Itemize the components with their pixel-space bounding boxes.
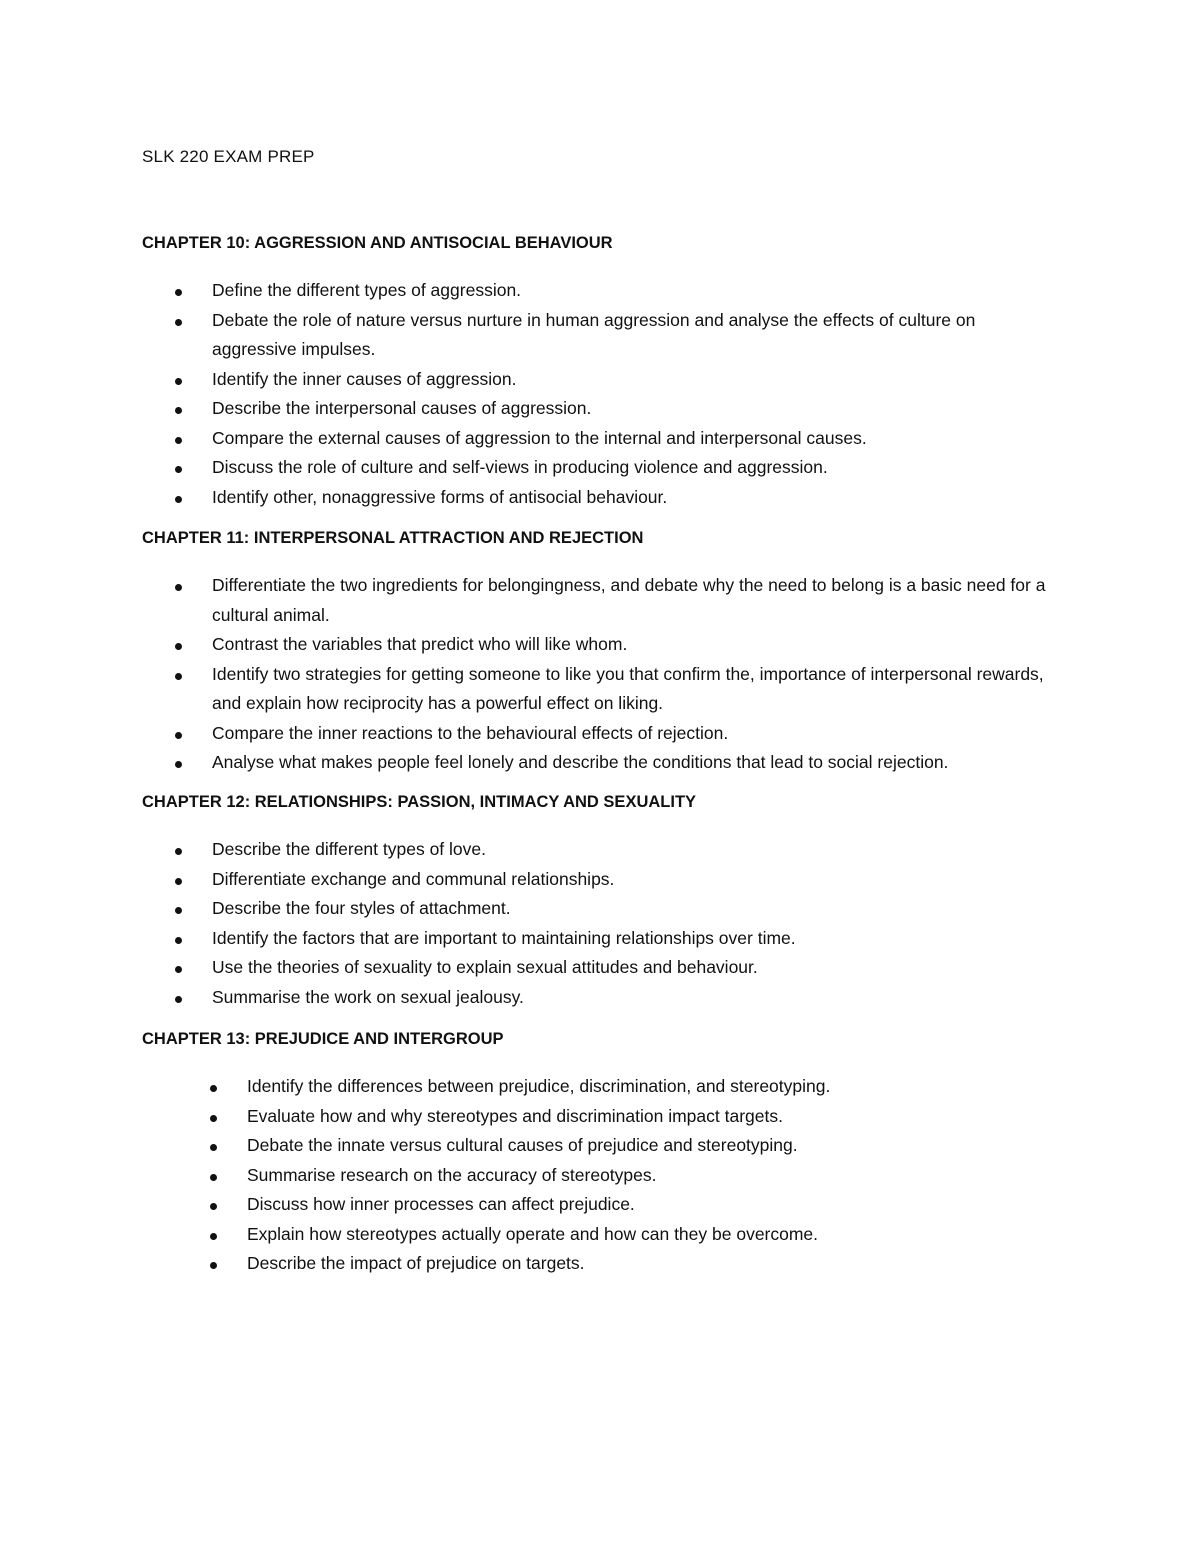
list-item	[142, 394, 1062, 424]
list-item	[142, 453, 1062, 483]
list-item-text: Identify the differences between prejudice, discrimination, and stereotyping.	[247, 1076, 831, 1096]
list-item	[142, 660, 1062, 719]
list-item-text: Compare the external causes of aggression to the internal and interpersonal causes.	[212, 427, 867, 448]
bullet-icon	[175, 584, 182, 591]
bullet-icon	[175, 878, 182, 885]
bullet-icon	[175, 937, 182, 944]
list-item-text: Compare the inner reactions to the behavioural effects of rejection.	[212, 722, 729, 743]
bullet-icon	[210, 1203, 217, 1210]
bullet-list	[142, 1072, 1062, 1279]
list-item	[142, 424, 1062, 454]
list-item-text: Differentiate the two ingredients for belongingness, and debate why the need to belong is a basic need for a cultural animal.	[212, 575, 1046, 625]
list-item-text: Summarise the work on sexual jealousy.	[212, 986, 524, 1007]
bullet-list	[142, 276, 1062, 512]
list-item-text: Describe the four styles of attachment.	[212, 898, 511, 918]
list-item	[142, 1102, 1062, 1132]
section-heading: CHAPTER 11: INTERPERSONAL ATTRACTION AND REJECTION	[142, 529, 644, 547]
list-item-text: Identify the factors that are important to maintaining relationships over time.	[212, 927, 796, 948]
bullet-icon	[175, 996, 182, 1003]
list-item	[142, 865, 1062, 895]
list-item-text: Identify other, nonaggressive forms of antisocial behaviour.	[212, 486, 668, 507]
section-chapter-10	[142, 232, 1062, 512]
list-item-text: Identify two strategies for getting someone to like you that confirm the, importance of interpersonal rewards, and explain how reciprocity has a powerful effect on liking.	[212, 663, 1044, 713]
list-item-text: Analyse what makes people feel lonely and describe the conditions that lead to social rejection.	[212, 752, 949, 772]
list-item-text: Explain how stereotypes actually operate and how can they be overcome.	[247, 1223, 819, 1244]
bullet-icon	[175, 673, 182, 680]
list-item-text: Debate the role of nature versus nurture in human aggression and analyse the effects of culture on aggressive impulses.	[212, 309, 976, 359]
bullet-icon	[175, 966, 182, 973]
list-item-text: Describe the impact of prejudice on targets.	[247, 1253, 585, 1273]
list-item	[142, 894, 1062, 924]
section-heading: CHAPTER 12: RELATIONSHIPS: PASSION, INTIMACY AND SEXUALITY	[142, 793, 697, 811]
bullet-icon	[210, 1085, 217, 1092]
bullet-icon	[175, 761, 182, 768]
bullet-icon	[210, 1262, 217, 1269]
list-item	[142, 1161, 1062, 1191]
list-item-text: Describe the interpersonal causes of aggression.	[212, 398, 592, 418]
bullet-list	[142, 571, 1062, 778]
list-item-text: Describe the different types of love.	[212, 839, 486, 859]
list-item-text: Identify the inner causes of aggression.	[212, 368, 517, 389]
bullet-icon	[210, 1144, 217, 1151]
list-item	[142, 1220, 1062, 1250]
list-item-text: Evaluate how and why stereotypes and discrimination impact targets.	[247, 1105, 783, 1126]
list-item	[142, 983, 1062, 1013]
section-heading: CHAPTER 13: PREJUDICE AND INTERGROUP	[142, 1030, 504, 1048]
bullet-icon	[175, 407, 182, 414]
list-item-text: Differentiate exchange and communal relationships.	[212, 868, 615, 889]
list-item-text: Define the different types of aggression.	[212, 280, 522, 300]
bullet-list	[142, 835, 1062, 1012]
list-item	[142, 276, 1062, 306]
bullet-icon	[210, 1174, 217, 1181]
list-item-text: Summarise research on the accuracy of stereotypes.	[247, 1164, 657, 1185]
list-item-text: Discuss the role of culture and self-views in producing violence and aggression.	[212, 457, 828, 477]
section-chapter-12	[142, 791, 1062, 1012]
list-item	[142, 1072, 1062, 1102]
section-heading: CHAPTER 10: AGGRESSION AND ANTISOCIAL BEHAVIOUR	[142, 234, 613, 252]
list-item	[142, 630, 1062, 660]
list-item	[142, 571, 1062, 630]
bullet-icon	[175, 466, 182, 473]
section-chapter-11	[142, 527, 1062, 778]
bullet-icon	[175, 643, 182, 650]
bullet-icon	[175, 378, 182, 385]
list-item	[142, 306, 1062, 365]
list-item	[142, 1131, 1062, 1161]
list-item	[142, 748, 1062, 778]
list-item	[142, 835, 1062, 865]
list-item	[142, 1190, 1062, 1220]
list-item	[142, 719, 1062, 749]
list-item-text: Contrast the variables that predict who will like whom.	[212, 634, 628, 654]
list-item	[142, 924, 1062, 954]
bullet-icon	[175, 437, 182, 444]
section-chapter-13	[142, 1028, 1062, 1279]
bullet-icon	[175, 907, 182, 914]
list-item-text: Use the theories of sexuality to explain sexual attitudes and behaviour.	[212, 957, 758, 977]
list-item	[142, 953, 1062, 983]
bullet-icon	[175, 848, 182, 855]
list-item	[142, 1249, 1062, 1279]
bullet-icon	[210, 1115, 217, 1122]
bullet-icon	[175, 319, 182, 326]
list-item-text: Debate the innate versus cultural causes of prejudice and stereotyping.	[247, 1135, 798, 1155]
bullet-icon	[175, 496, 182, 503]
bullet-icon	[175, 289, 182, 296]
bullet-icon	[175, 732, 182, 739]
list-item-text: Discuss how inner processes can affect prejudice.	[247, 1194, 635, 1214]
bullet-icon	[210, 1233, 217, 1240]
list-item	[142, 483, 1062, 513]
document-title: SLK 220 EXAM PREP	[142, 147, 315, 166]
list-item	[142, 365, 1062, 395]
